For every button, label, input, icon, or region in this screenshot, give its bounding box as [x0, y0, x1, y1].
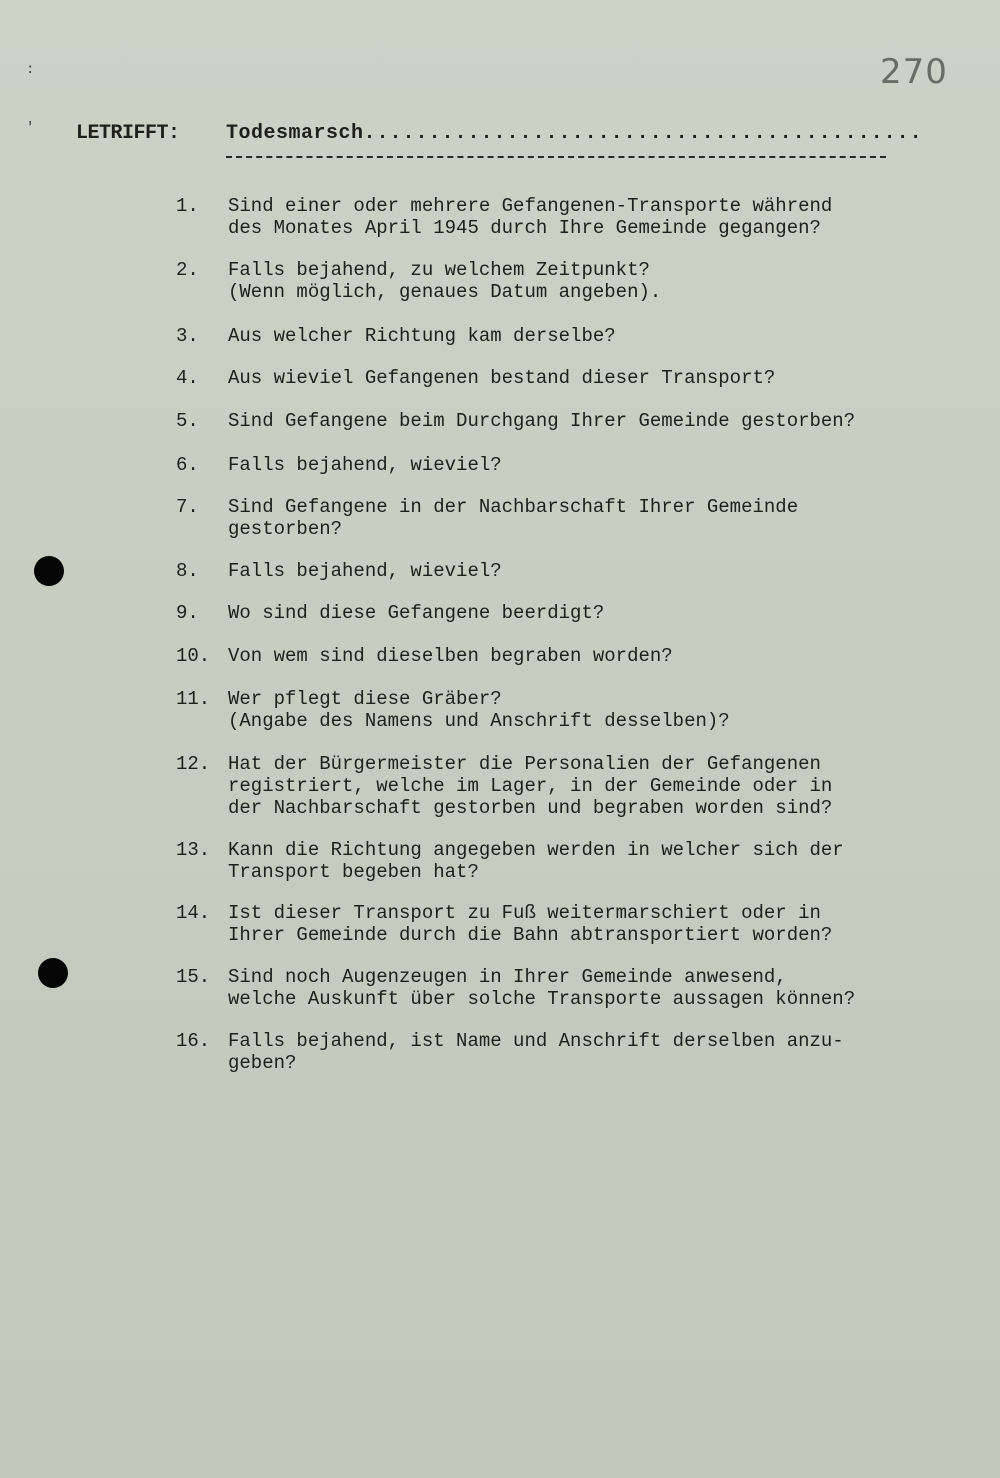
- question-item: [176, 839, 844, 883]
- question-text: Falls bejahend, wieviel?: [228, 560, 502, 582]
- question-item: [176, 259, 661, 303]
- subject-line: [76, 122, 923, 145]
- question-number: 8.: [176, 560, 199, 582]
- question-text: Wer pflegt diese Gräber? (Angabe des Namens und Anschrift desselben)?: [228, 688, 730, 732]
- question-text: Sind Gefangene beim Durchgang Ihrer Gemeinde gestorben?: [228, 410, 856, 432]
- question-text: Sind einer oder mehrere Gefangenen-Transporte während des Monates April 1945 durch Ihre Gemeinde gegangen?: [228, 195, 833, 239]
- page-number: 270: [880, 52, 948, 92]
- question-item: [176, 602, 604, 624]
- question-text: Falls bejahend, zu welchem Zeitpunkt? (Wenn möglich, genaues Datum angeben).: [228, 259, 662, 303]
- question-number: 5.: [176, 410, 199, 432]
- question-item: [176, 1030, 844, 1074]
- question-text: Sind noch Augenzeugen in Ihrer Gemeinde anwesend, welche Auskunft über solche Transporte aussagen können?: [228, 966, 856, 1010]
- subject-underline: [226, 156, 886, 158]
- question-number: 15.: [176, 966, 211, 988]
- question-item: [176, 410, 855, 432]
- question-item: [176, 195, 832, 239]
- punch-hole: [38, 958, 68, 988]
- punch-hole: [34, 556, 64, 586]
- question-text: Von wem sind dieselben begraben worden?: [228, 645, 673, 667]
- question-item: [176, 496, 798, 540]
- question-number: 13.: [176, 839, 211, 861]
- subject-dots: ...........................................: [363, 122, 923, 145]
- question-number: 3.: [176, 325, 199, 347]
- question-number: 10.: [176, 645, 211, 667]
- margin-mark: ': [26, 120, 35, 136]
- question-number: 12.: [176, 753, 211, 775]
- subject-label: LETRIFFT:: [76, 122, 180, 145]
- question-item: [176, 325, 616, 347]
- question-item: [176, 688, 730, 732]
- question-text: Aus wieviel Gefangenen bestand dieser Transport?: [228, 367, 776, 389]
- question-item: [176, 645, 673, 667]
- question-number: 16.: [176, 1030, 211, 1052]
- question-text: Falls bejahend, wieviel?: [228, 454, 502, 476]
- question-number: 9.: [176, 602, 199, 624]
- question-number: 6.: [176, 454, 199, 476]
- question-number: 2.: [176, 259, 199, 281]
- question-number: 11.: [176, 688, 211, 710]
- question-text: Hat der Bürgermeister die Personalien der Gefangenen registriert, welche im Lager, in der Gemeinde oder in der Nachbarschaft gestorben und begraben worden sind?: [228, 753, 833, 819]
- question-number: 7.: [176, 496, 199, 518]
- subject-value: Todesmarsch: [226, 122, 364, 145]
- question-text: Falls bejahend, ist Name und Anschrift derselben anzu- geben?: [228, 1030, 844, 1074]
- question-item: [176, 367, 775, 389]
- question-text: Ist dieser Transport zu Fuß weitermarschiert oder in Ihrer Gemeinde durch die Bahn abtransportiert worden?: [228, 902, 833, 946]
- question-item: [176, 902, 832, 946]
- question-number: 1.: [176, 195, 199, 217]
- question-text: Aus welcher Richtung kam derselbe?: [228, 325, 616, 347]
- question-number: 4.: [176, 367, 199, 389]
- question-item: [176, 560, 502, 582]
- question-item: [176, 966, 855, 1010]
- question-item: [176, 454, 502, 476]
- question-item: [176, 753, 832, 819]
- question-text: Wo sind diese Gefangene beerdigt?: [228, 602, 605, 624]
- question-number: 14.: [176, 902, 211, 924]
- question-text: Sind Gefangene in der Nachbarschaft Ihrer Gemeinde gestorben?: [228, 496, 799, 540]
- margin-mark: :: [26, 62, 35, 78]
- question-text: Kann die Richtung angegeben werden in welcher sich der Transport begeben hat?: [228, 839, 844, 883]
